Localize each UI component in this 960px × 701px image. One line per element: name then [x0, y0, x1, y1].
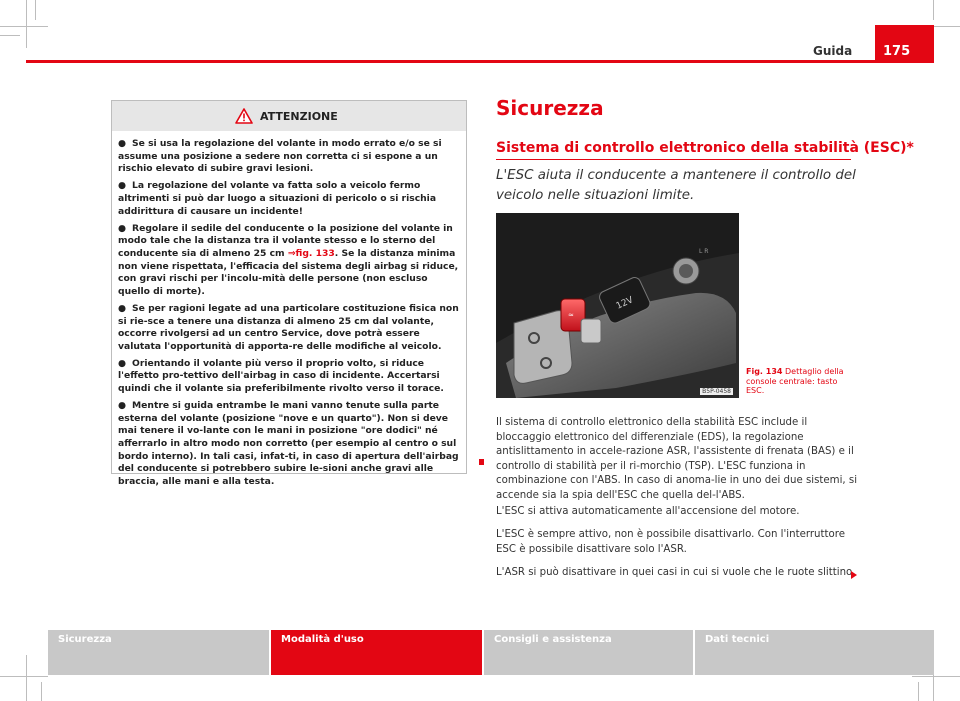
warning-list	[112, 131, 466, 488]
crop-mark	[0, 26, 48, 27]
svg-text:≈: ≈	[568, 311, 574, 319]
esc-console-illustration	[496, 213, 739, 398]
warning-title: ATTENZIONE	[260, 110, 338, 123]
crop-mark	[35, 0, 36, 20]
crop-mark	[912, 676, 960, 677]
heading-rule	[496, 159, 851, 160]
crop-mark	[26, 655, 27, 701]
section-heading: Sistema di controllo elettronico della stabilità (ESC)*	[496, 140, 914, 156]
warning-box	[111, 100, 467, 487]
header-rule	[26, 60, 934, 63]
section-end-marker	[479, 459, 484, 465]
crop-mark	[41, 682, 42, 701]
crop-mark	[0, 676, 48, 677]
warning-item: ● Se si usa la regolazione del volante in modo errato e/o se si assume una posizione a sedere non corretta ci si espone a un rischio elevato di subire gravi lesioni.	[118, 138, 442, 175]
console-photo	[496, 213, 739, 398]
warning-item: ● La regolazione del volante va fatta solo a veicolo fermo altrimenti si può dar luogo a situazioni di pericolo o si rischia addirittura di causare un incidente!	[118, 180, 437, 217]
footer-tab-sicurezza[interactable]: Sicurezza	[48, 630, 269, 675]
paragraph: Il sistema di controllo elettronico della stabilità ESC include il bloccaggio elettronico del differenziale (EDS), la regolazione antislittamento in accele-razione ASR, l'assistente di frenata (BAS) e il controllo di stabilità per il ri-morchio (TSP). L'ESC funziona in combinazione con l'ABS. In caso di anoma-lie in uno dei due sistemi, si accende sia la spia dell'ESC che quella del-l'ABS.	[496, 417, 858, 501]
crop-mark	[918, 682, 919, 701]
svg-text:12V: 12V	[614, 295, 636, 312]
warning-item: ● Regolare il sedile del conducente o la posizione del volante in modo tale che la distanza tra il volante stesso e lo sterno del conducente sia di almeno 25 cm ⇒fig. 133. Se la distanza minima non viene rispettata, l'efficacia del sistema degli airbag si riduce, con gravi rischi per l'incolu-mità delle persone (non escluso quello di morte).	[118, 222, 459, 297]
footer-tab-dati-tecnici[interactable]: Dati tecnici	[695, 630, 934, 675]
page-title: Sicurezza	[496, 96, 604, 120]
warning-triangle-icon	[235, 108, 253, 128]
footer-tab-modalita-uso[interactable]: Modalità d'uso	[271, 630, 482, 675]
figure-link[interactable]: ⇒fig. 133	[287, 247, 335, 259]
continue-arrow-icon	[851, 571, 857, 579]
svg-text:L R: L R	[699, 248, 709, 255]
esc-side-button[interactable]	[581, 319, 601, 343]
paragraph: L'ASR si può disattivare in quei casi in cui si vuole che le ruote slittino.	[496, 567, 856, 578]
figure-caption: Fig. 134 Dettaglio della console centrale: tasto ESC.	[746, 367, 844, 395]
warning-item: ● Mentre si guida entrambe le mani vanno tenute sulla parte esterna del volante (posizione "nove e un quarto"). Non si deve mai tenere il vo-lante con le mani in posizione "ore dodici" né afferrarlo in altro modo non corretto (per esempio al centro o sul bordo interno). In tali casi, infat-ti, in caso di apertura dell'airbag del conducente si potrebbero subire le-sioni anche gravi alle braccia, alle mani e alla testa.	[118, 400, 459, 487]
warning-item: ● Orientando il volante più verso il proprio volto, si riduce l'effetto pro-tettivo dell'airbag in caso di incidente. Accertarsi quindi che il volante sia preferibilmente rivolto verso il torace.	[118, 357, 444, 395]
warning-item: ● Se per ragioni legate ad una particolare costituzione fisica non si rie-sce a tenere una distanza di almeno 25 cm dal volante, occorre rivolgersi ad un centro Service, dove potrà essere valutata l'opportunità di apporta-re delle modifiche al veicolo.	[118, 302, 459, 352]
paragraph: L'ESC è sempre attivo, non è possibile disattivarlo. Con l'interruttore ESC è possibile disattivare solo l'ASR.	[496, 529, 845, 555]
paragraph: L'ESC si attiva automaticamente all'accensione del motore.	[496, 506, 800, 517]
crop-mark	[933, 0, 934, 20]
crop-mark	[26, 0, 27, 48]
crop-mark	[0, 35, 20, 36]
figure-code: B5P-0458	[702, 388, 731, 395]
section-title: Guida	[813, 44, 853, 58]
page-number: 175	[875, 25, 934, 63]
warning-header	[112, 101, 466, 131]
footer-tab-consigli[interactable]: Consigli e assistenza	[484, 630, 693, 675]
lead-text: L'ESC aiuta il conducente a mantenere il controllo del veicolo nelle situazioni limite.	[496, 168, 856, 203]
